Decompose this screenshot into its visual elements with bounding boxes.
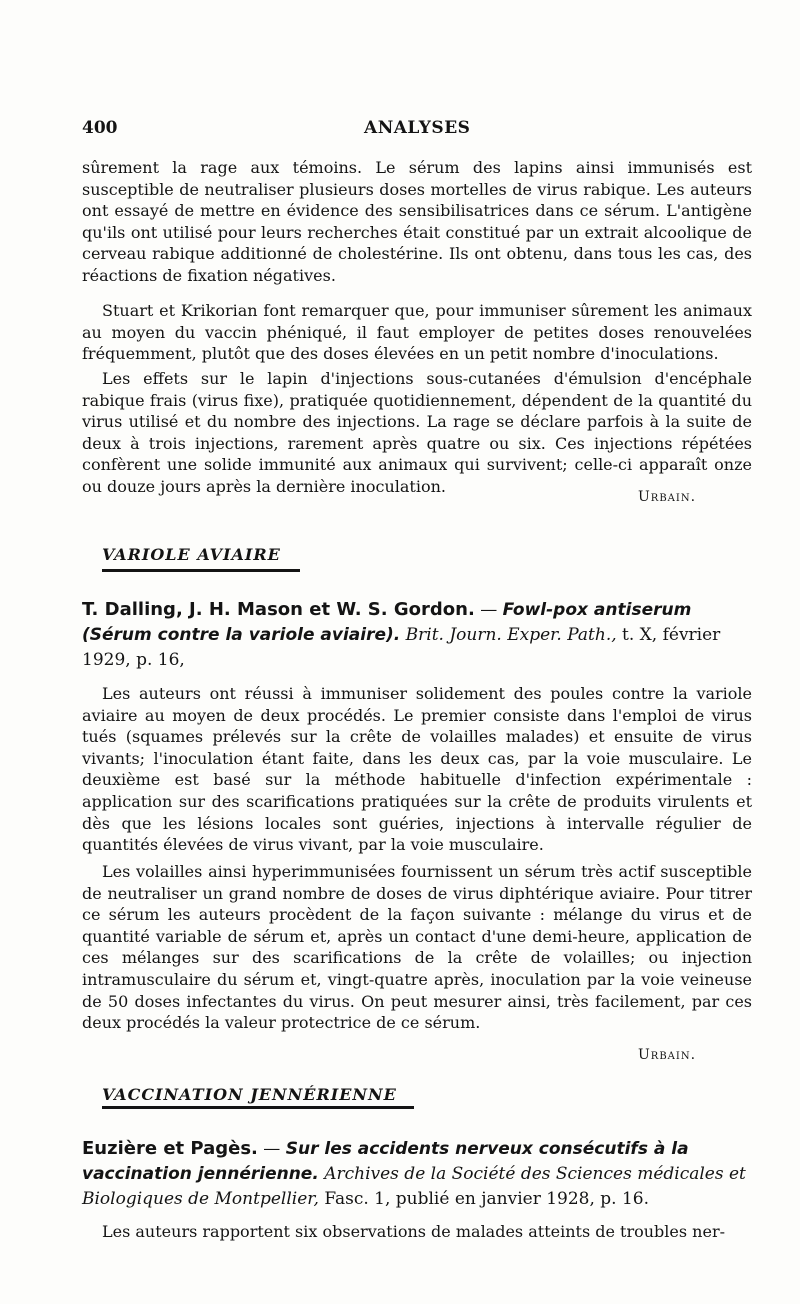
reference-dash: — <box>257 1139 286 1159</box>
section-heading-variole-aviaire: VARIOLE AVIAIRE <box>102 545 281 564</box>
reference-authors: Euzière et Pagès. <box>82 1138 258 1159</box>
paragraph-rabies-sera: sûrement la rage aux témoins. Le sérum des lapins ainsi immunisés est susceptible de neutraliser plusieurs doses mortelles de virus rabique. Les auteurs ont essayé de mettre en évidence des sensibilisatrices dans ce sérum. L'antigène qu'ils ont utilisé pour leurs recherches était constitué par un extrait alcoolique de cerveau rabique additionné de cholestérine. Ils ont obtenu, dans tous les cas, des réactions de fixation négatives. <box>82 158 752 285</box>
reference-details: Fasc. 1, publié en janvier 1928, p. 16. <box>324 1189 650 1209</box>
reference-journal: Brit. Journ. Exper. Path., <box>405 625 617 645</box>
paragraph-fowlpox-methods: Les auteurs ont réussi à immuniser solidement des poules contre la variole aviaire au moyen de deux procédés. Le premier consiste dans l'emploi de virus tués (squames prélevés sur la crête de volailles malades) et ensuite de virus vivants; l'inoculation étant faite, dans les deux cas, par la voie musculaire. Le deuxième est basé sur la méthode habituelle d'infection expérimentale : application sur des scarifications pratiquées sur la crête de produits virulents et dès que les lésions locales sont guéries, injections à intervalle régulier de quantités élevées de virus vivant, par la voie musculaire. <box>82 684 752 855</box>
running-head: ANALYSES <box>364 118 471 138</box>
reference-title: Fowl-pox antiserum (Sérum contre la variole aviaire). <box>82 600 692 645</box>
reference-details: t. X, février 1929, p. 16, <box>82 625 721 670</box>
signature-urbain-2: Urbain. <box>638 1047 697 1063</box>
paragraph-neuro-accidents: Les auteurs rapportent six observations de malades atteints de troubles ner- <box>102 1222 726 1241</box>
page-number: 400 <box>82 118 118 138</box>
signature-urbain-1: Urbain. <box>638 489 697 505</box>
page-header <box>82 118 742 142</box>
reference-euziere <box>82 1136 757 1212</box>
paragraph-fowlpox-serum: Les volailles ainsi hyperimmunisées fournissent un sérum très actif susceptible de neutraliser un grand nombre de doses de virus diphtérique aviaire. Pour titrer ce sérum les auteurs procèdent de la façon suivante : mélange du virus et de quantité variable de sérum et, après un contact d'une demi-heure, application de ces mélanges sur des scarifications de la crête de volailles; ou injection intramusculaire du sérum et, vingt-quatre après, inoculation par la voie veineuse de 50 doses infectantes du virus. On peut mesurer ainsi, très facilement, par ces deux procédés la valeur protectrice de ce sérum. <box>82 862 752 1033</box>
reference-dash: — <box>474 600 503 620</box>
paragraph-rabbit-injections: Les effets sur le lapin d'injections sous-cutanées d'émulsion d'encéphale rabique frais (virus fixe), pratiquée quotidiennement, dépendent de la quantité du virus utilisé et du nombre des injections. La rage se déclare parfois à la suite de deux à trois injections, rarement après quatre ou six. Ces injections répétées confèrent une solide immunité aux animaux qui survivent; celle-ci apparaît onze ou douze jours après la dernière inoculation. <box>82 369 752 496</box>
section-heading-vaccination: VACCINATION JENNÉRIENNE <box>102 1085 397 1104</box>
reference-journal: Archives de la Société des Sciences médicales et Biologiques de Montpellier, <box>82 1164 746 1209</box>
section-heading-underline <box>102 1106 414 1109</box>
reference-title: Sur les accidents nerveux consécutifs à la vaccination jennérienne. <box>82 1139 689 1184</box>
reference-authors: T. Dalling, J. H. Mason et W. S. Gordon. <box>82 599 475 620</box>
paragraph-stuart-krikorian: Stuart et Krikorian font remarquer que, pour immuniser sûrement les animaux au moyen du vaccin phéniqué, il faut employer de petites doses renouvelées fréquemment, plutôt que des doses élevées en un petit nombre d'inoculations. <box>82 301 752 364</box>
reference-dalling <box>82 597 757 673</box>
section-heading-underline <box>102 569 300 572</box>
